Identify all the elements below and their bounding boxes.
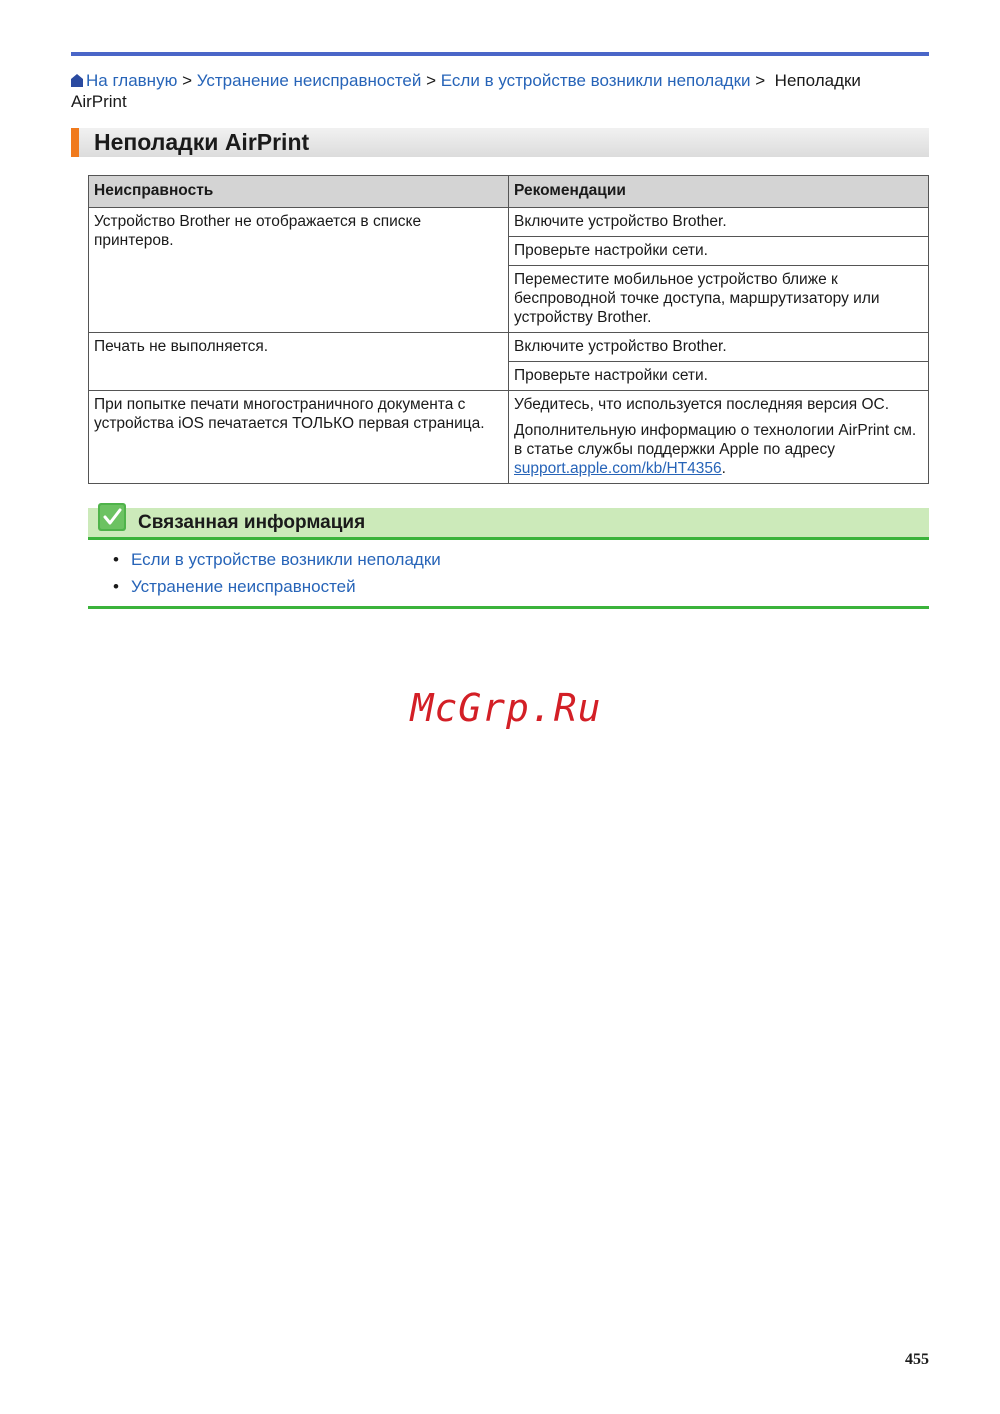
header-recommendations: Рекомендации [509, 176, 929, 208]
problem-cell: Устройство Brother не отображается в списке принтеров. [89, 208, 509, 333]
list-item [88, 573, 441, 600]
solution-cell: Проверьте настройки сети. [509, 237, 929, 266]
solution-text: Убедитесь, что используется последняя версия ОС. [514, 396, 890, 413]
table-row [89, 391, 929, 484]
checkmark-icon [98, 503, 126, 531]
bullet-icon: • [113, 577, 119, 596]
related-link-troubleshooting[interactable]: Устранение неисправностей [131, 577, 356, 596]
table-row [89, 333, 929, 362]
solution-cell: Включите устройство Brother. [509, 333, 929, 362]
page-title: Неполадки AirPrint [94, 129, 310, 155]
title-accent [71, 128, 79, 157]
related-link-device-problems[interactable]: Если в устройстве возникли неполадки [131, 550, 441, 569]
related-links-list [88, 546, 441, 600]
top-rule [71, 52, 929, 56]
breadcrumb-separator: > [182, 71, 192, 90]
problem-cell: При попытке печати многостраничного документа с устройства iOS печатается ТОЛЬКО первая страница. [89, 391, 509, 484]
table-row [89, 208, 929, 237]
breadcrumb-separator: > [426, 71, 437, 90]
list-item [88, 546, 441, 573]
related-bottom-rule [88, 606, 929, 609]
breadcrumb-home[interactable]: На главную [86, 71, 178, 90]
bullet-icon: • [113, 550, 119, 569]
home-icon[interactable] [71, 74, 83, 87]
table-header-row [89, 176, 929, 208]
breadcrumb-current: Неполадки AirPrint [71, 71, 861, 111]
solution-cell: Проверьте настройки сети. [509, 362, 929, 391]
solution-cell: Переместите мобильное устройство ближе к беспроводной точке доступа, маршрутизатору или устройству Brother. [509, 266, 929, 333]
page-number: 455 [905, 1351, 929, 1368]
problem-cell: Печать не выполняется. [89, 333, 509, 391]
breadcrumb-troubleshooting[interactable]: Устранение неисправностей [196, 71, 422, 90]
solution-period: . [721, 460, 726, 477]
solution-cell [509, 391, 929, 484]
watermark: McGrp.Ru [410, 686, 602, 730]
breadcrumb-separator: > [755, 71, 766, 90]
related-info-title: Связанная информация [138, 512, 366, 533]
breadcrumb-device-problems[interactable]: Если в устройстве возникли неполадки [440, 71, 751, 90]
apple-support-link[interactable]: support.apple.com/kb/HT4356 [514, 460, 722, 477]
troubleshooting-table [88, 175, 929, 484]
breadcrumb [71, 70, 921, 112]
header-problem: Неисправность [89, 176, 509, 208]
page-title-bar [71, 128, 929, 157]
related-info-header [88, 508, 929, 540]
solution-cell: Включите устройство Brother. [509, 208, 929, 237]
solution-text: Дополнительную информацию о технологии AirPrint см. в статье службы поддержки Apple по адресу [514, 422, 917, 458]
solution-text [514, 421, 923, 478]
